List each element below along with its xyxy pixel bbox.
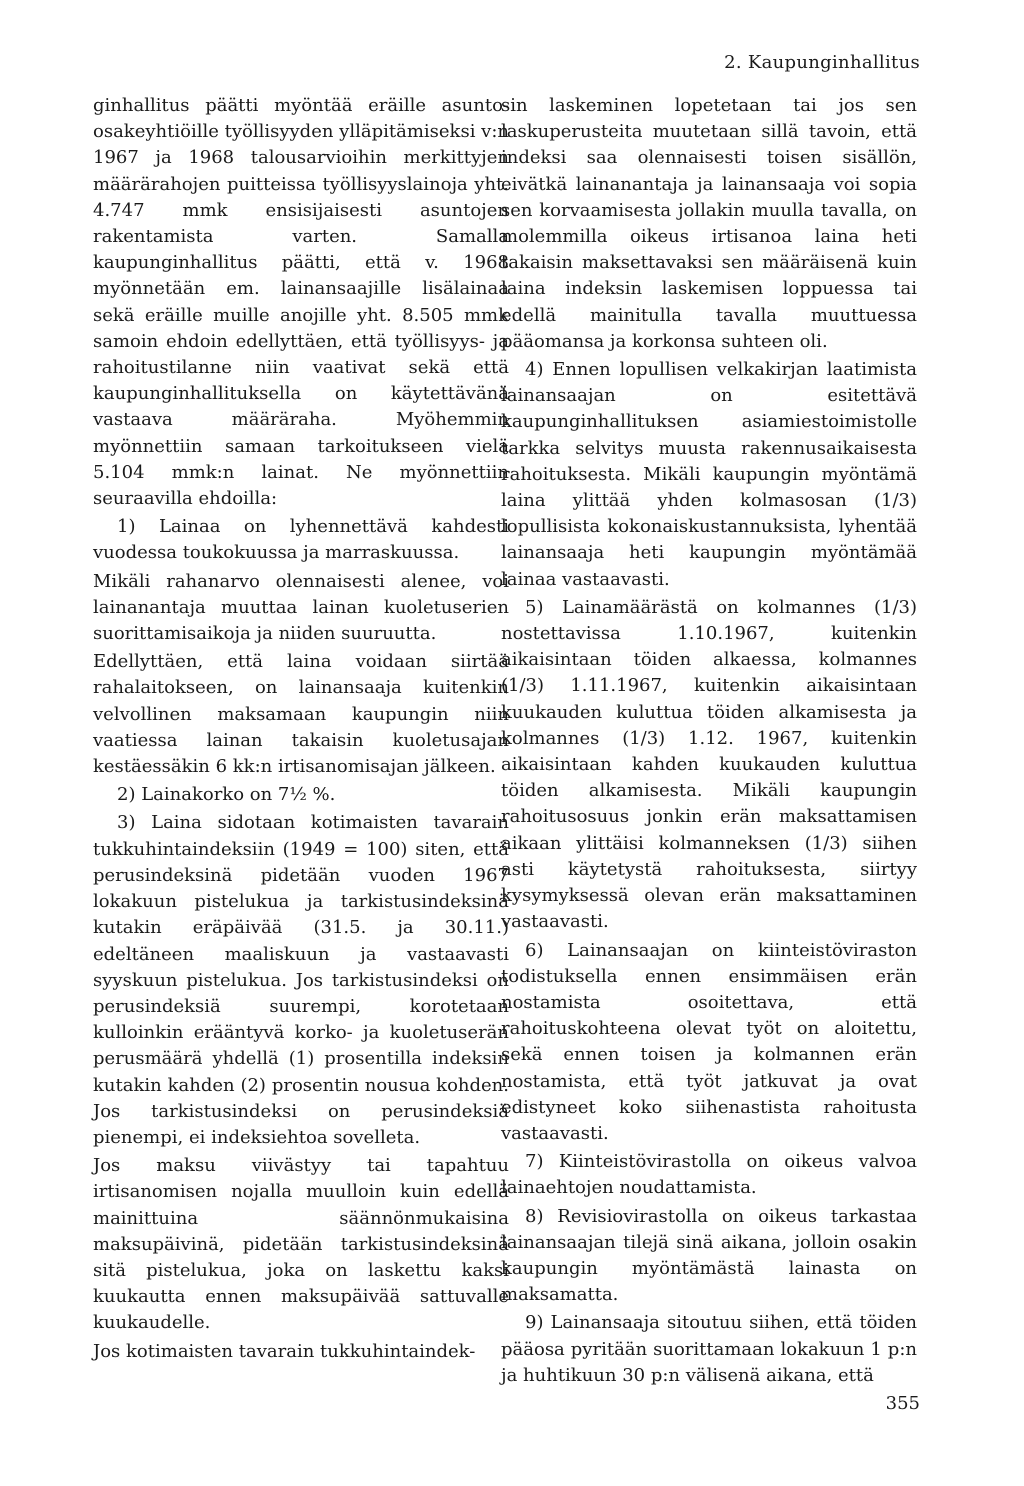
list-item: 1) Lainaa on lyhennettävä kahdesti vuodessa toukokuussa ja marraskuussa.	[93, 516, 509, 564]
list-item: 6) Lainansaajan on kiinteistöviraston todistuksella ennen ensimmäisen erän nostamista osoitettava, että rahoituskohteena olevat työt on aloitettu, sekä ennen toisen ja kolmannen erän nostamista, että työt jatkuvat ja ovat edistyneet koko siihenastista rahoitusta vastaavasti.	[501, 939, 917, 1144]
page-number: 355	[885, 1393, 920, 1414]
list-item: 3) Laina sidotaan kotimaisten tavarain tukkuhintaindeksiin (1949 = 100) siten, että perusindeksinä pidetään vuoden 1967 lokakuun pistelukua ja tarkistusindeksinä kutakin eräpäivää (31.5. ja 30.11.) edeltäneen maaliskuun ja vastaavasti syyskuun pistelukua. Jos tarkistusindeksi on perusindeksiä suurempi, korotetaan kulloinkin erääntyvä korko- ja kuoletuserän perusmäärä yhdellä (1) prosentilla indeksin kutakin kahden (2) prosentin nousua kohden. Jos tarkistusindeksi on perusindeksiä pienempi, ei indeksiehtoa sovelleta.	[93, 812, 509, 1148]
paragraph: Jos maksu viivästyy tai tapahtuu irtisanomisen nojalla muulloin kuin edellä mainittuina säännönmukaisina maksupäivinä, pidetään tarkistusindeksinä sitä pistelukua, joka on laskettu kaksi kuukautta ennen maksupäivää sattuvalle kuukaudelle.	[93, 1155, 509, 1334]
running-head: 2. Kaupunginhallitus	[724, 52, 920, 73]
list-item: 4) Ennen lopullisen velkakirjan laatimista lainansaajan on esitettävä kaupunginhallituksen asiamiestoimistolle tarkka selvitys muusta rakennusaikaisesta rahoituksesta. Mikäli kaupungin myöntämä laina ylittää yhden kolmasosan (1/3) lopullisista kokonaiskustannuksista, lyhentää lainansaaja heti kaupungin myöntämää lainaa vastaavasti.	[501, 359, 917, 590]
paragraph: Edellyttäen, että laina voidaan siirtää rahalaitokseen, on lainansaaja kuitenkin velvollinen maksamaan kaupungin niin vaatiessa lainan takaisin kuoletusajan kestäessäkin 6 kk:n irtisanomisajan jälkeen.	[93, 651, 509, 778]
list-item: 9) Lainansaaja sitoutuu siihen, että töiden pääosa pyritään suorittamaan lokakuun 1 p:n ja huhtikuun 30 p:n välisenä aikana, että	[501, 1312, 917, 1386]
right-column	[501, 93, 917, 1389]
paragraph: sin laskeminen lopetetaan tai jos sen laskuperusteita muutetaan sillä tavoin, että indeksi saa olennaisesti toisen sisällön, eivätkä lainanantaja ja lainansaaja voi sopia sen korvaamisesta jollakin muulla tavalla, on molemmilla oikeus irtisanoa laina heti takaisin maksettavaksi sen määräisenä kuin laina indeksin laskemisen loppuessa tai edellä mainitulla tavalla muuttuessa pääomansa ja korkonsa suhteen oli.	[501, 95, 917, 352]
paragraph: Jos kotimaisten tavarain tukkuhintaindek-	[93, 1340, 476, 1362]
list-item: 7) Kiinteistövirastolla on oikeus valvoa lainaehtojen noudattamista.	[501, 1151, 917, 1199]
list-item: 8) Revisiovirastolla on oikeus tarkastaa lainansaajan tilejä sinä aikana, jolloin osakin kaupungin myöntämästä lainasta on maksamatta.	[501, 1205, 917, 1306]
paragraph: ginhallitus päätti myöntää eräille asunto-osakeyhtiöille työllisyyden ylläpitämiseksi v:n 1967 ja 1968 talousarvioihin merkittyjen määrärahojen puitteissa työllisyyslainoja yht. 4.747 mmk ensisijaisesti asuntojen rakentamista varten. Samalla kaupunginhallitus päätti, että v. 1968 myönnetään em. lainansaajille lisälainaa sekä eräille muille anojille yht. 8.505 mmk samoin ehdoin edellyttäen, että työllisyys- ja rahoitustilanne niin vaativat sekä että kaupunginhallituksella on käytettävänä vastaava määräraha. Myöhemmin myönnettiin samaan tarkoitukseen vielä 5.104 mmk:n lainat. Ne myönnettiin seuraavilla ehdoilla:	[93, 95, 509, 510]
list-item: 2) Lainakorko on 7½ %.	[117, 784, 336, 806]
list-item: 5) Lainamäärästä on kolmannes (1/3) nostettavissa 1.10.1967, kuitenkin aikaisintaan töiden alkaessa, kolmannes (1/3) 1.11.1967, kuitenkin aikaisintaan kuukauden kuluttua töiden alkamisesta ja kolmannes (1/3) 1.12. 1967, kuitenkin aikaisintaan kahden kuukauden kuluttua töiden alkamisesta. Mikäli kaupungin rahoitusosuus jonkin erän maksattamisen aikaan ylittäisi kolmanneksen (1/3) siihen asti käytetystä rahoituksesta, siirtyy kysymyksessä olevan erän maksattaminen vastaavasti.	[501, 596, 917, 933]
paragraph: Mikäli rahanarvo olennaisesti alenee, voi lainanantaja muuttaa lainan kuoletuserien suorittamisaikoja ja niiden suuruutta.	[93, 570, 509, 645]
left-column	[93, 93, 509, 1365]
